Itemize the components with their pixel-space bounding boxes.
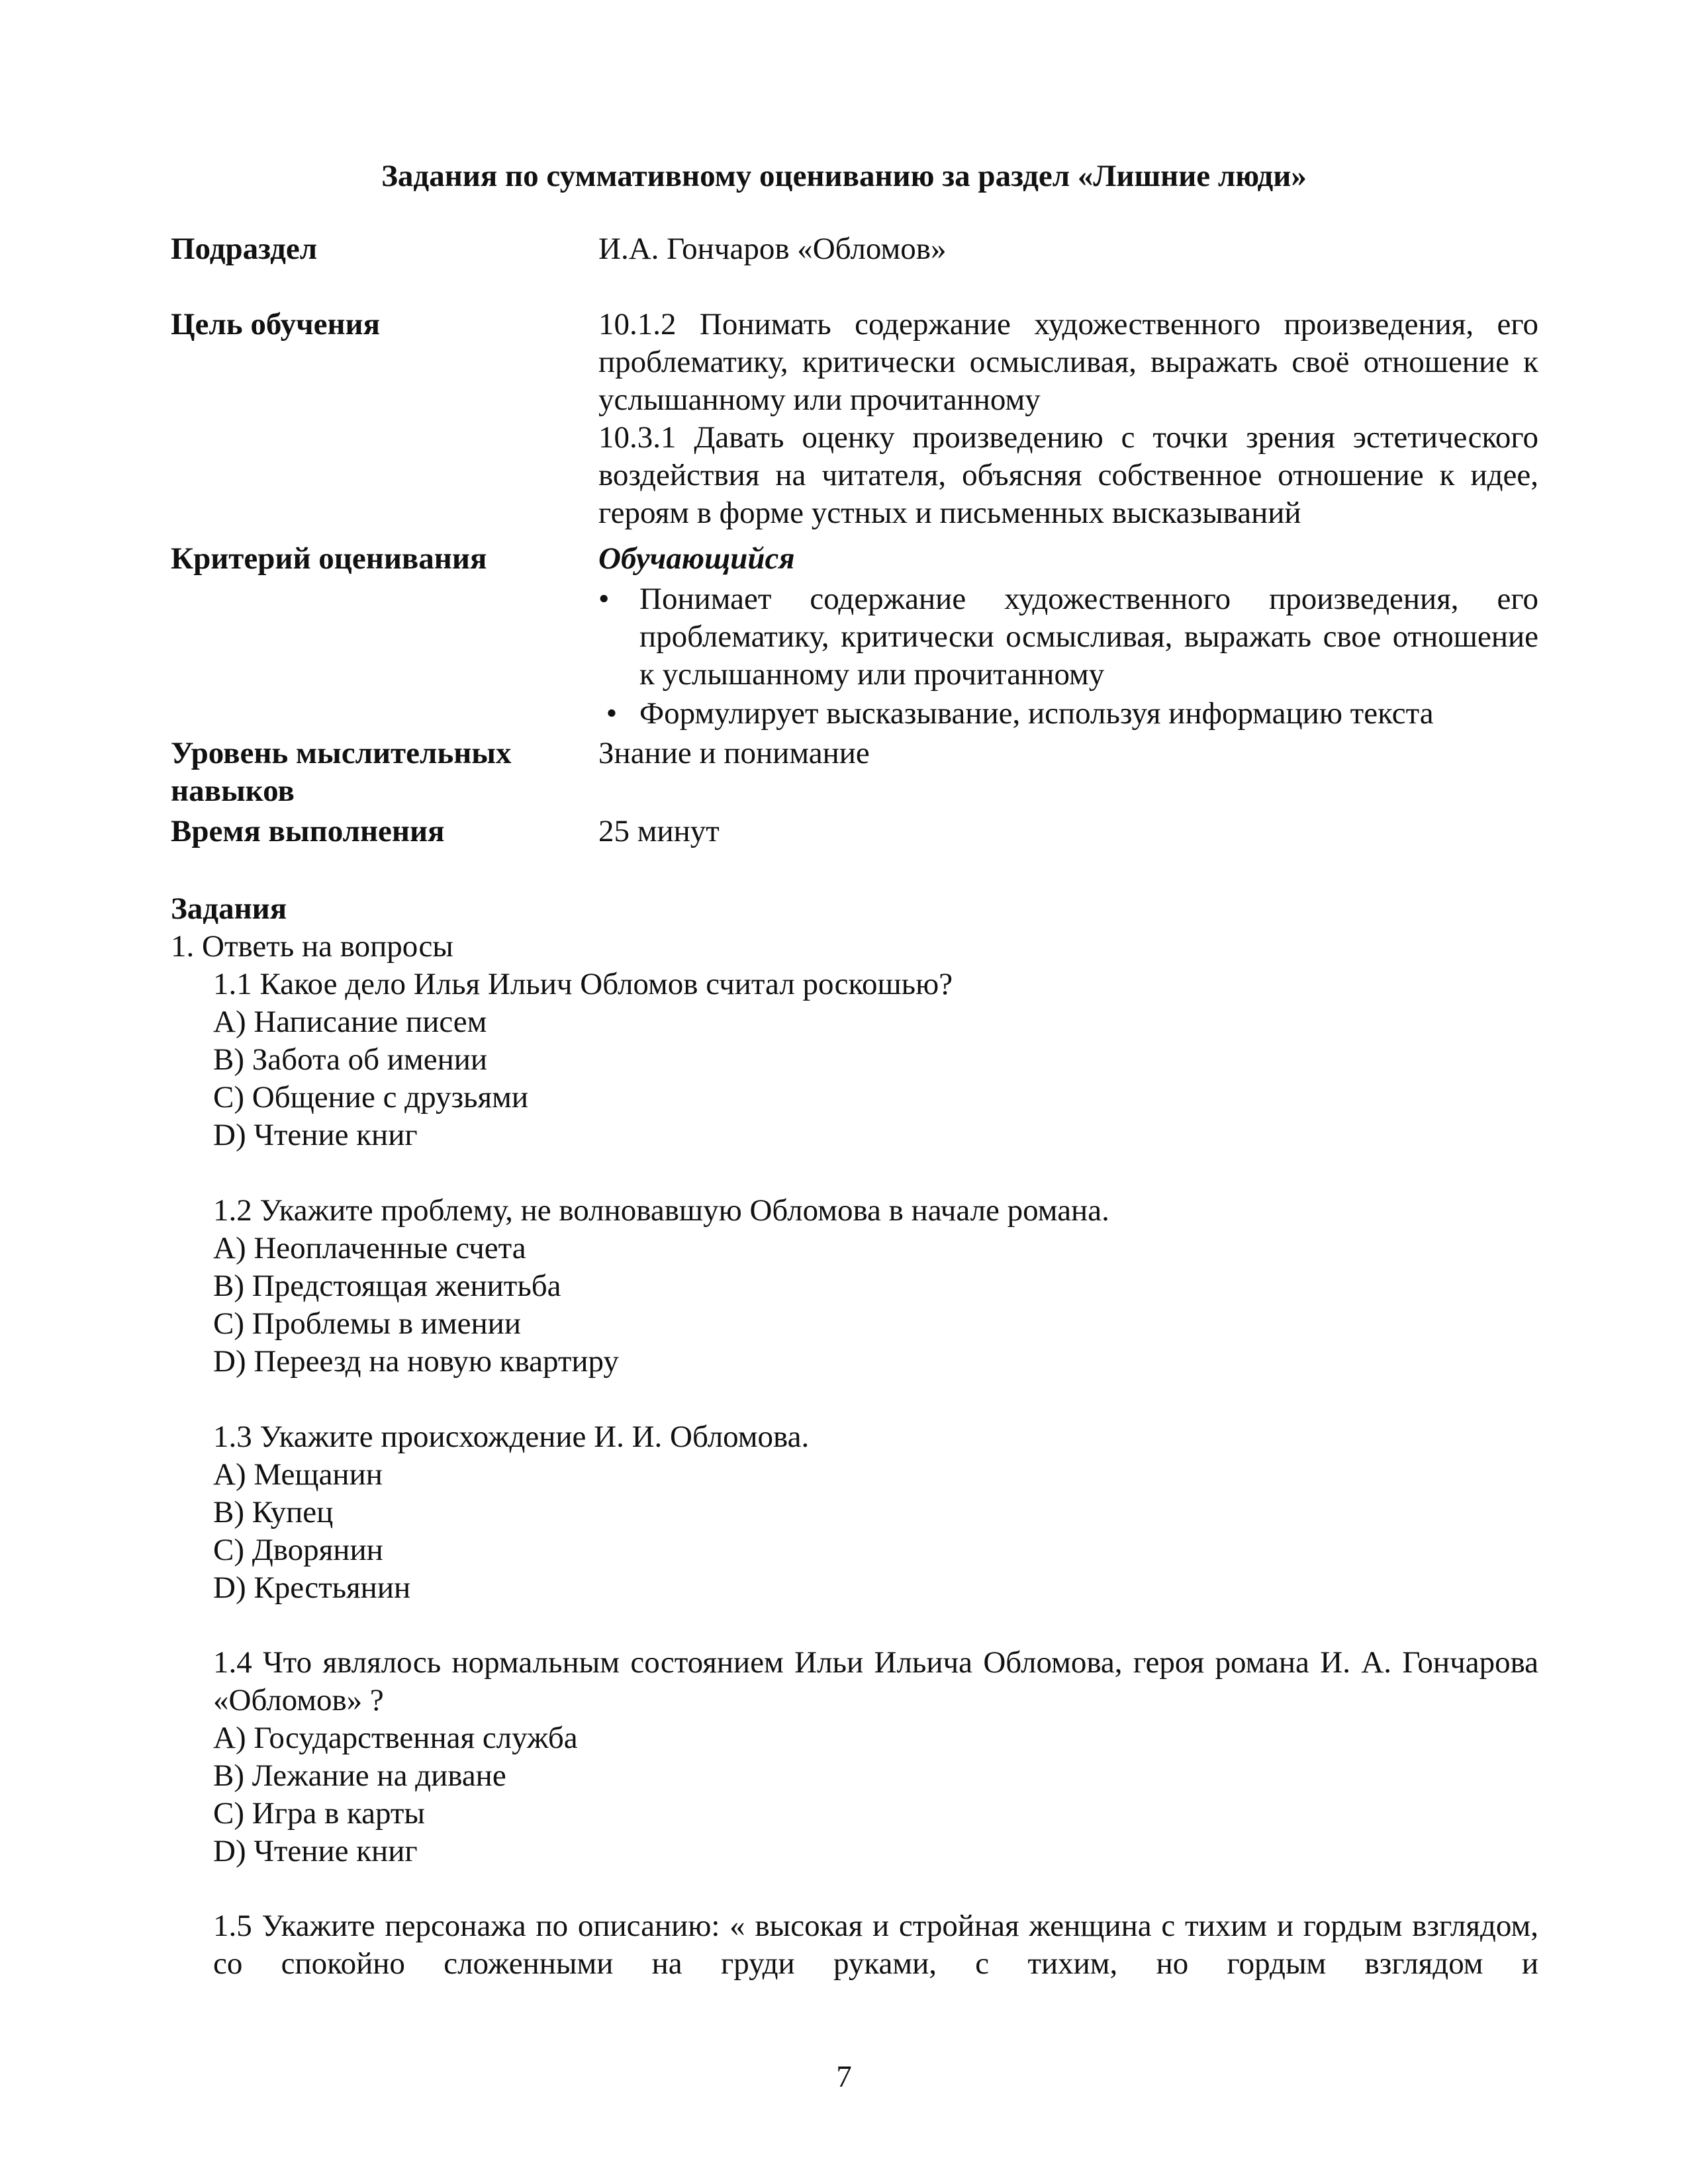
criteria-intro: Обучающийся	[598, 541, 795, 576]
question-1-4	[213, 1644, 1538, 1870]
criteria-bullet-2	[598, 695, 1538, 733]
subsection-value: И.А. Гончаров «Обломов»	[598, 232, 947, 266]
criteria-bullet-text: Формулирует высказывание, используя информацию текста	[639, 696, 1434, 731]
tasks-heading: Задания	[171, 891, 287, 926]
goal-value	[598, 306, 1538, 532]
answer-option: D) Переезд на новую квартиру	[213, 1344, 619, 1379]
bullet-icon: •	[606, 696, 618, 731]
answer-option: A) Государственная служба	[213, 1721, 578, 1755]
time-label: Время выполнения	[171, 814, 445, 848]
answer-option: B) Забота об имении	[213, 1042, 488, 1077]
answer-option: A) Мещанин	[213, 1457, 383, 1492]
answer-option: C) Дворянин	[213, 1533, 383, 1567]
document-title: Задания по суммативному оцениванию за раздел «Лишние люди»	[381, 159, 1307, 193]
answer-option: C) Общение с друзьями	[213, 1080, 528, 1115]
criteria-value	[598, 540, 1538, 733]
question-text: 1.4 Что являлось нормальным состоянием Ильи Ильича Обломова, героя романа И. А. Гончарова «Обломов» ?	[213, 1645, 1538, 1717]
question-1-3	[213, 1418, 1538, 1607]
question-text: 1.2 Укажите проблему, не волновавшую Обломова в начале романа.	[213, 1193, 1109, 1228]
answer-option: A) Неоплаченные счета	[213, 1231, 526, 1265]
answer-option: B) Предстоящая женитьба	[213, 1269, 561, 1303]
question-text: 1.3 Укажите происхождение И. И. Обломова.	[213, 1420, 810, 1454]
answer-option: D) Чтение книг	[213, 1118, 418, 1152]
question-text: 1.1 Какое дело Илья Ильич Обломов считал роскошью?	[213, 967, 953, 1001]
question-1-2	[213, 1192, 1538, 1381]
answer-option: A) Написание писем	[213, 1005, 487, 1039]
answer-option: B) Купец	[213, 1495, 334, 1529]
question-text: 1.5 Укажите персонажа по описанию: « высокая и стройная женщина с тихим и гордым взглядом, со спокойно сложенными на груди руками, с тихим, но гордым взглядом и	[213, 1909, 1538, 1981]
answer-option: B) Лежание на диване	[213, 1758, 506, 1793]
answer-option: D) Чтение книг	[213, 1834, 418, 1868]
level-value: Знание и понимание	[598, 736, 870, 770]
goal-line-1: 10.1.2 Понимать содержание художественного произведения, его проблематику, критически осмысливая, выражать своё отношение к услышанному или прочитанному	[598, 307, 1538, 417]
page-number: 7	[836, 2060, 852, 2094]
question-1-5	[213, 1907, 1538, 1983]
criteria-bullet-text: Понимает содержание художественного произведения, его проблематику, критически осмысливая, выражать свое отношение к услышанному или прочитанному	[639, 582, 1538, 692]
task-1: 1. Ответь на вопросы	[171, 929, 453, 964]
question-1-1	[213, 966, 1538, 1154]
answer-option: D) Крестьянин	[213, 1570, 411, 1605]
answer-option: C) Игра в карты	[213, 1796, 426, 1831]
subsection-label: Подраздел	[171, 232, 318, 266]
criteria-bullet-1	[598, 580, 1538, 694]
goal-label: Цель обучения	[171, 307, 381, 341]
level-label: Уровень мыслительных навыков	[171, 736, 512, 808]
time-value: 25 минут	[598, 814, 720, 848]
goal-line-2: 10.3.1 Давать оценку произведению с точки зрения эстетического воздействия на читателя, объясняя собственное отношение к идее, героям в форме устных и письменных высказываний	[598, 420, 1538, 530]
answer-option: C) Проблемы в имении	[213, 1306, 521, 1341]
criteria-label: Критерий оценивания	[171, 541, 487, 576]
bullet-icon: •	[598, 582, 610, 616]
